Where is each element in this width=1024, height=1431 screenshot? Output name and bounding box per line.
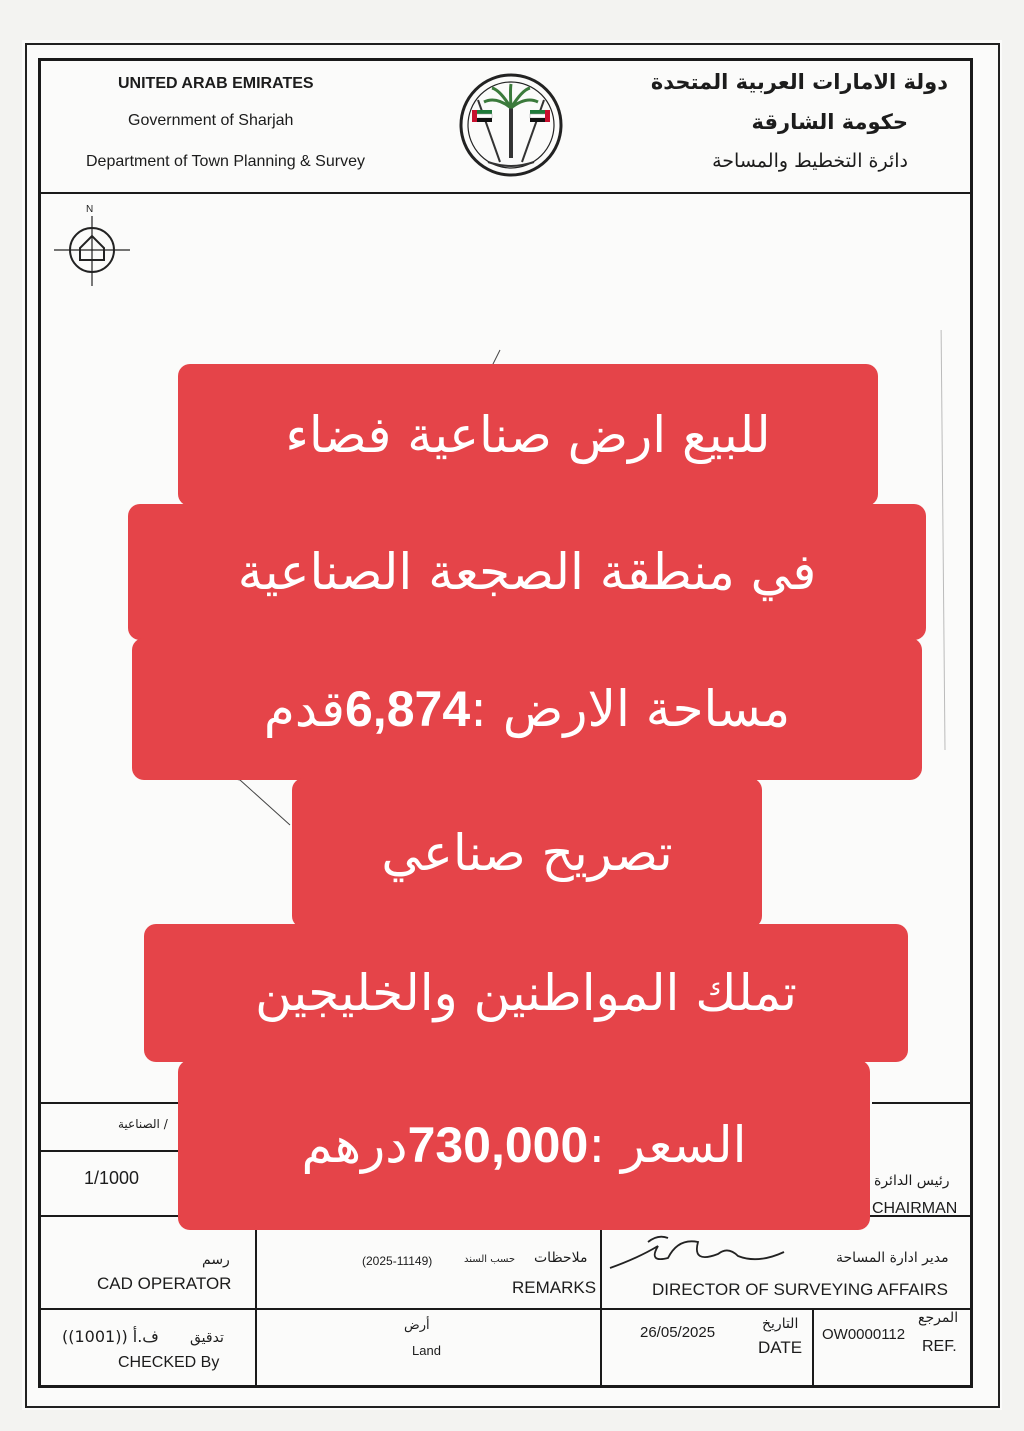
land-label-en: Land	[412, 1343, 441, 1358]
remarks-reference: (2025-11149)	[362, 1254, 433, 1268]
director-label-en: DIRECTOR OF SURVEYING AFFAIRS	[652, 1280, 948, 1299]
ad-line-permit: تصريح صناعي	[292, 778, 762, 928]
ad-line-price: السعر :730,000درهم	[178, 1060, 870, 1230]
ad-line-area: مساحة الارض :6,874قدم	[132, 638, 922, 780]
north-label: N	[86, 204, 94, 215]
scale-value: 1/1000	[84, 1168, 140, 1188]
table-hline-2	[40, 1150, 178, 1152]
ad-line-location: في منطقة الصجعة الصناعية	[128, 504, 926, 640]
ref-label-ar: المرجع	[918, 1310, 959, 1326]
chairman-label-ar: رئيس الدائرة	[874, 1173, 950, 1189]
remarks-note-ar: حسب السند	[464, 1254, 516, 1265]
table-hline-1	[40, 1102, 178, 1104]
header-department-ar: دائرة التخطيط والمساحة	[712, 150, 908, 172]
cad-operator-label-en: CAD OPERATOR	[97, 1274, 232, 1293]
ref-label-en: REF.	[922, 1338, 957, 1355]
table-vline-1	[255, 1217, 257, 1385]
north-arrow-icon	[52, 200, 132, 290]
date-label-en: DATE	[758, 1338, 803, 1357]
sharjah-emblem-icon	[448, 70, 574, 180]
chairman-label-en: CHAIRMAN	[872, 1200, 958, 1217]
director-label-ar: مدير ادارة المساحة	[836, 1250, 949, 1266]
header-government-en: Government of Sharjah	[128, 112, 294, 129]
table-hline-4	[40, 1308, 970, 1310]
director-signature	[608, 1228, 788, 1278]
table-vline-2	[600, 1217, 602, 1385]
header-government-ar: حكومة الشارقة	[751, 110, 908, 134]
remarks-label-en: REMARKS	[512, 1278, 597, 1297]
ref-value: OW0000112	[822, 1326, 906, 1343]
header-country-ar: دولة الامارات العربية المتحدة	[650, 70, 948, 94]
partial-area-label: / الصناعية	[118, 1117, 168, 1131]
header-department-en: Department of Town Planning & Survey	[86, 153, 365, 170]
date-value: 26/05/2025	[640, 1324, 716, 1341]
table-vline-3	[812, 1308, 814, 1385]
ad-line-for-sale: للبيع ارض صناعية فضاء	[178, 364, 878, 506]
cad-operator-label-ar: رسم	[202, 1252, 230, 1268]
checked-label-ar: تدقيق	[190, 1330, 224, 1346]
price-value: 730,000	[407, 1117, 589, 1173]
date-label-ar: التاريخ	[762, 1316, 799, 1332]
ad-line-ownership: تملك المواطنين والخليجين	[144, 924, 908, 1062]
checked-code: ف.أ ((1001))	[62, 1327, 159, 1346]
checked-label-en: CHECKED By	[118, 1354, 220, 1371]
remarks-label-ar: ملاحظات	[534, 1250, 588, 1266]
header-divider	[38, 192, 973, 194]
header-country-en: UNITED ARAB EMIRATES	[118, 75, 314, 92]
land-label-ar: أرض	[404, 1318, 430, 1333]
area-value: 6,874	[345, 681, 471, 737]
table-hline-1b	[872, 1102, 970, 1104]
